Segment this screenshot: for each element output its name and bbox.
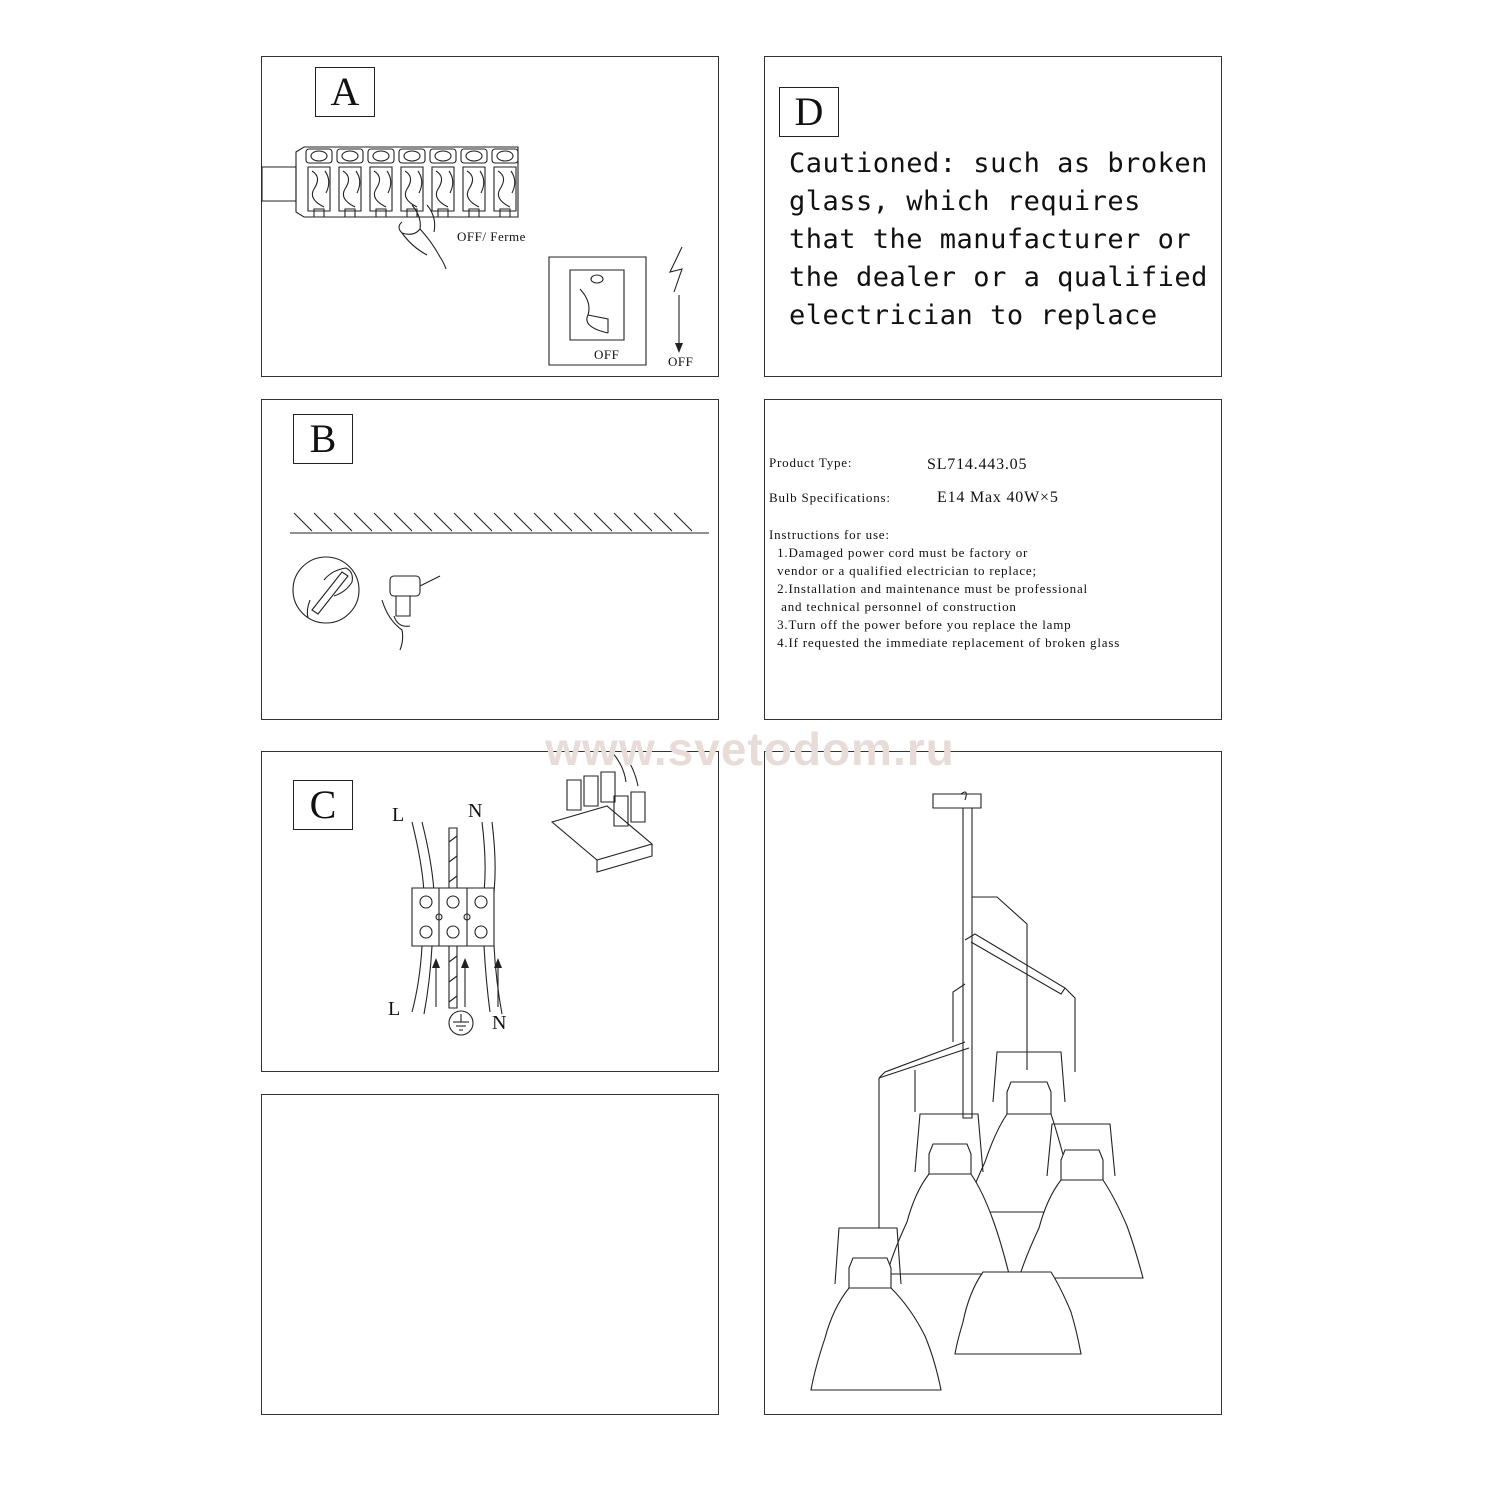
panel-lamp	[764, 751, 1222, 1415]
lamp-shade	[955, 1272, 1081, 1354]
arrow-off-label: OFF	[668, 354, 694, 369]
top-l-label: L	[392, 804, 405, 826]
product-type-label: Product Type:	[769, 455, 853, 470]
instruction-line: vendor or a qualified electrician to replace;	[769, 563, 1037, 578]
pendant-lamp-illustration	[765, 752, 1223, 1416]
panel-label-b: B	[293, 414, 353, 464]
instruction-line: and technical personnel of construction	[769, 599, 1017, 614]
panel-blank	[261, 1094, 719, 1415]
instruction-line: 2.Installation and maintenance must be professional	[769, 581, 1088, 596]
panel-d	[764, 56, 1222, 377]
panel-specifications	[764, 399, 1222, 720]
watermark: www.svetodom.ru	[545, 723, 955, 775]
bulb-specifications-label: Bulb Specifications:	[769, 490, 891, 505]
panel-c	[261, 751, 719, 1072]
panel-a	[261, 56, 719, 377]
breaker-off-label: OFF	[594, 347, 620, 362]
panel-b	[261, 399, 719, 720]
instruction-line: 1.Damaged power cord must be factory or	[769, 545, 1029, 560]
panel-label-d: D	[779, 87, 839, 137]
bottom-n-label: N	[492, 1012, 507, 1034]
wiring-diagram	[262, 752, 720, 1073]
breaker-panel-illustration	[262, 57, 720, 378]
instructions-block	[769, 526, 1120, 652]
panel-label-a: A	[315, 67, 375, 117]
instruction-line: 4.If requested the immediate replacement of broken glass	[769, 635, 1121, 650]
product-type-value: SL714.443.05	[927, 456, 1028, 473]
caution-text: Cautioned: such as broken glass, which requires that the manufacturer or the dealer or a qualified electrician to replace	[789, 148, 1208, 331]
panel-label-c: C	[293, 780, 353, 830]
bulb-specifications-value: E14 Max 40W×5	[937, 489, 1059, 506]
ceiling-drill-illustration	[262, 400, 720, 721]
instructions-title: Instructions for use:	[769, 527, 890, 542]
off-ferme-label: OFF/ Ferme	[457, 229, 526, 244]
bottom-l-label: L	[388, 998, 401, 1020]
instruction-line: 3.Turn off the power before you replace the lamp	[769, 617, 1072, 632]
top-n-label: N	[468, 800, 483, 822]
